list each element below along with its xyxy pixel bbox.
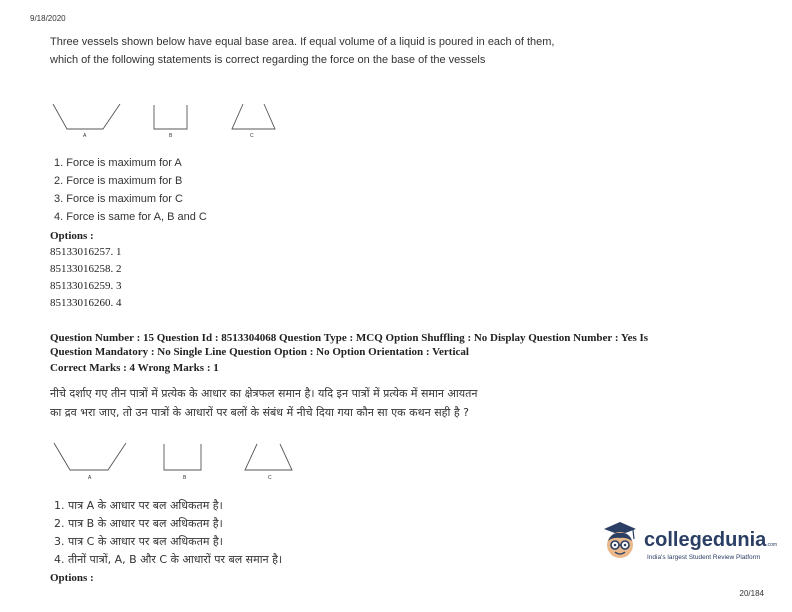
vessels-figure-q15 (50, 440, 300, 484)
vessel-a (53, 104, 120, 129)
vessel-c (245, 444, 292, 470)
option-3: 3. Force is maximum for C (54, 193, 183, 205)
mascot-icon (600, 519, 640, 565)
options-heading-q15: Options : (50, 572, 94, 584)
option-id-1: 85133016257. 1 (50, 246, 122, 258)
collegedunia-logo (600, 519, 780, 579)
option-4: 4. Force is same for A, B and C (54, 211, 207, 223)
options-heading: Options : (50, 230, 94, 242)
vessel-label-a: A (83, 133, 87, 139)
hindi-option-1: 1. पात्र A के आधार पर बल अधिकतम है। (54, 499, 223, 512)
question-15-line-1: नीचे दर्शाए गए तीन पात्रों में प्रत्येक के आधार का क्षेत्रफल समान है। यदि इन पात्रों में प्रत्येक में समान आयतन (50, 387, 478, 400)
vessels-figure-q14 (50, 100, 290, 144)
option-id-2: 85133016258. 2 (50, 263, 122, 275)
option-id-4: 85133016260. 4 (50, 297, 122, 309)
hindi-option-4: 4. तीनों पात्रों, A, B और C के आधारों पर बल समान है। (54, 553, 283, 566)
logo-tagline: India's largest Student Review Platform (647, 554, 761, 561)
hindi-option-3: 3. पात्र C के आधार पर बल अधिकतम है। (54, 535, 223, 548)
vessel-b (154, 105, 187, 129)
vessel-label-b: B (183, 475, 187, 481)
option-1: 1. Force is maximum for A (54, 157, 182, 169)
vessel-label-a: A (88, 475, 92, 481)
logo-wordmark: collegedunia (644, 529, 767, 551)
print-date: 9/18/2020 (30, 14, 66, 23)
question-15-line-2: का द्रव भरा जाए, तो उन पात्रों के आधारों पर बलों के संबंध में नीचे दिया गया कौन सा एक कथन सही है ? (50, 406, 469, 419)
question-meta-line-1: Question Number : 15 Question Id : 8513304068 Question Type : MCQ Option Shuffling : No Display Question Number : Yes Is (50, 332, 649, 344)
vessel-label-c: C (250, 133, 254, 139)
vessel-b (164, 444, 201, 470)
option-id-3: 85133016259. 3 (50, 280, 122, 292)
marks-info: Correct Marks : 4 Wrong Marks : 1 (50, 362, 219, 374)
vessel-label-c: C (268, 475, 272, 481)
page-number: 20/184 (739, 589, 764, 598)
vessel-a (54, 443, 126, 470)
hindi-option-2: 2. पात्र B के आधार पर बल अधिकतम है। (54, 517, 223, 530)
question-meta-line-2: Question Mandatory : No Single Line Question Option : No Option Orientation : Vertical (50, 346, 469, 358)
vessel-c (232, 104, 275, 129)
vessel-label-b: B (169, 133, 173, 139)
option-2: 2. Force is maximum for B (54, 175, 183, 187)
question-14-text: Three vessels shown below have equal base area. If equal volume of a liquid is poured in each of them, which of the following statements is correct regarding the force on the base of the vessels (50, 36, 555, 66)
logo-suffix: .com (766, 542, 778, 548)
